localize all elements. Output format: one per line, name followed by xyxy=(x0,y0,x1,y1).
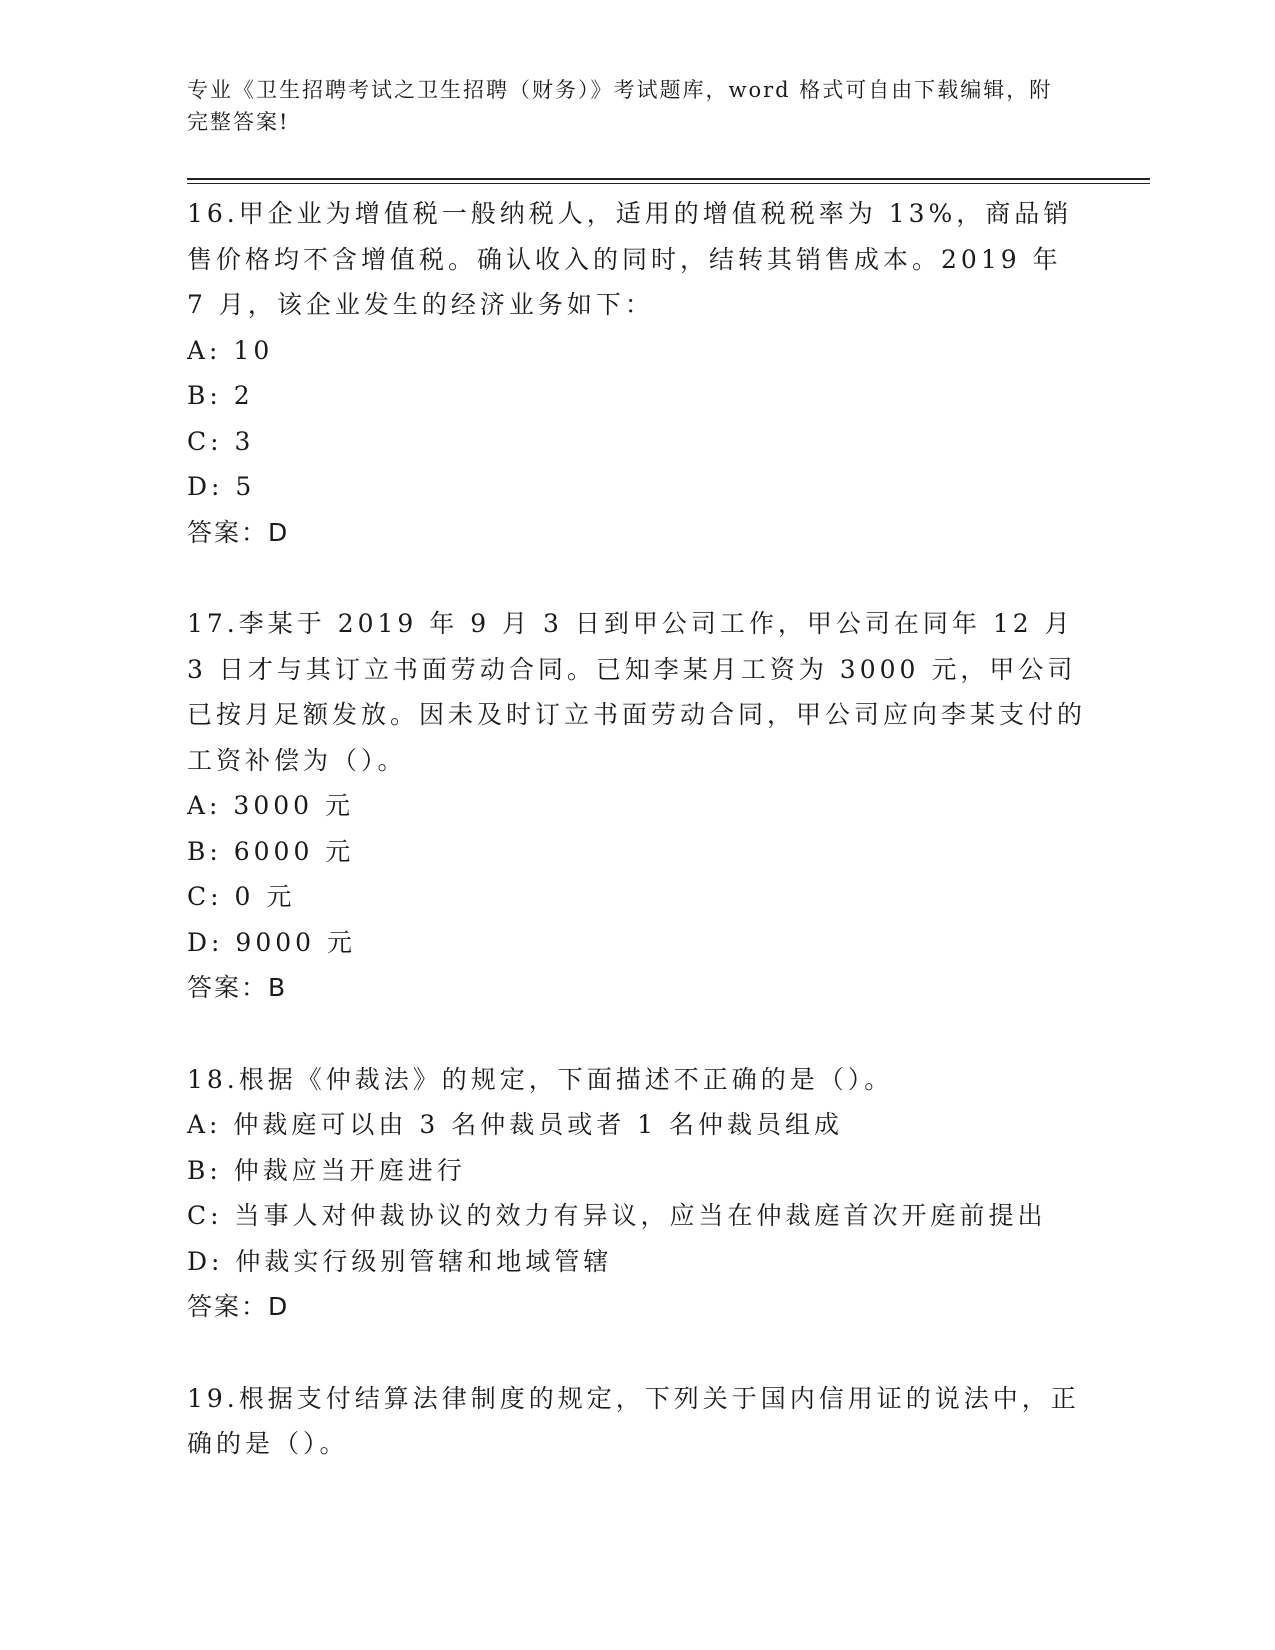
option-b: B: 仲裁应当开庭进行 xyxy=(187,1155,466,1185)
option-d: D: 仲裁实行级别管辖和地域管辖 xyxy=(187,1246,613,1276)
question-16 xyxy=(187,191,1087,555)
document-header: 专业《卫生招聘考试之卫生招聘（财务）》考试题库，word 格式可自由下载编辑，附完整答案! xyxy=(187,78,1053,134)
header-divider-thick xyxy=(187,178,1150,180)
option-c: C: 0 元 xyxy=(187,882,296,911)
question-stem: 17.李某于 2019 年 9 月 3 日到甲公司工作，甲公司在同年 12 月 3 日才与其订立书面劳动合同。已知李某月工资为 3000 元，甲公司已按月足额发放。因未及时订立书面劳动合同，甲公司应向李某支付的工资补偿为（）。 xyxy=(187,609,1087,775)
question-stem: 16.甲企业为增值税一般纳税人，适用的增值税税率为 13%，商品销售价格均不含增值税。确认收入的同时，结转其销售成本。2019 年 7 月，该企业发生的经济业务如下： xyxy=(187,199,1073,319)
question-19 xyxy=(187,1376,1087,1467)
question-18 xyxy=(187,1057,1087,1330)
answer-label: 答案：D xyxy=(187,1292,290,1321)
answer-label: 答案：B xyxy=(187,973,288,1002)
option-d: D: 9000 元 xyxy=(187,927,356,957)
option-a: A: 3000 元 xyxy=(187,791,354,820)
option-b: B: 2 xyxy=(187,381,254,410)
option-a: A: 10 xyxy=(187,335,274,365)
header-divider-thin xyxy=(187,183,1150,184)
question-stem: 18.根据《仲裁法》的规定，下面描述不正确的是（）。 xyxy=(187,1064,894,1094)
option-c: C: 3 xyxy=(187,426,255,456)
option-a: A: 仲裁庭可以由 3 名仲裁员或者 1 名仲裁员组成 xyxy=(187,1110,844,1139)
option-b: B: 6000 元 xyxy=(187,836,355,866)
question-stem: 19.根据支付结算法律制度的规定，下列关于国内信用证的说法中，正确的是（）。 xyxy=(187,1383,1080,1458)
option-d: D: 5 xyxy=(187,472,256,501)
answer-label: 答案：D xyxy=(187,517,290,547)
question-17 xyxy=(187,601,1087,1011)
question-list xyxy=(187,191,1087,1513)
option-c: C: 当事人对仲裁协议的效力有异议，应当在仲裁庭首次开庭前提出 xyxy=(187,1201,1047,1230)
